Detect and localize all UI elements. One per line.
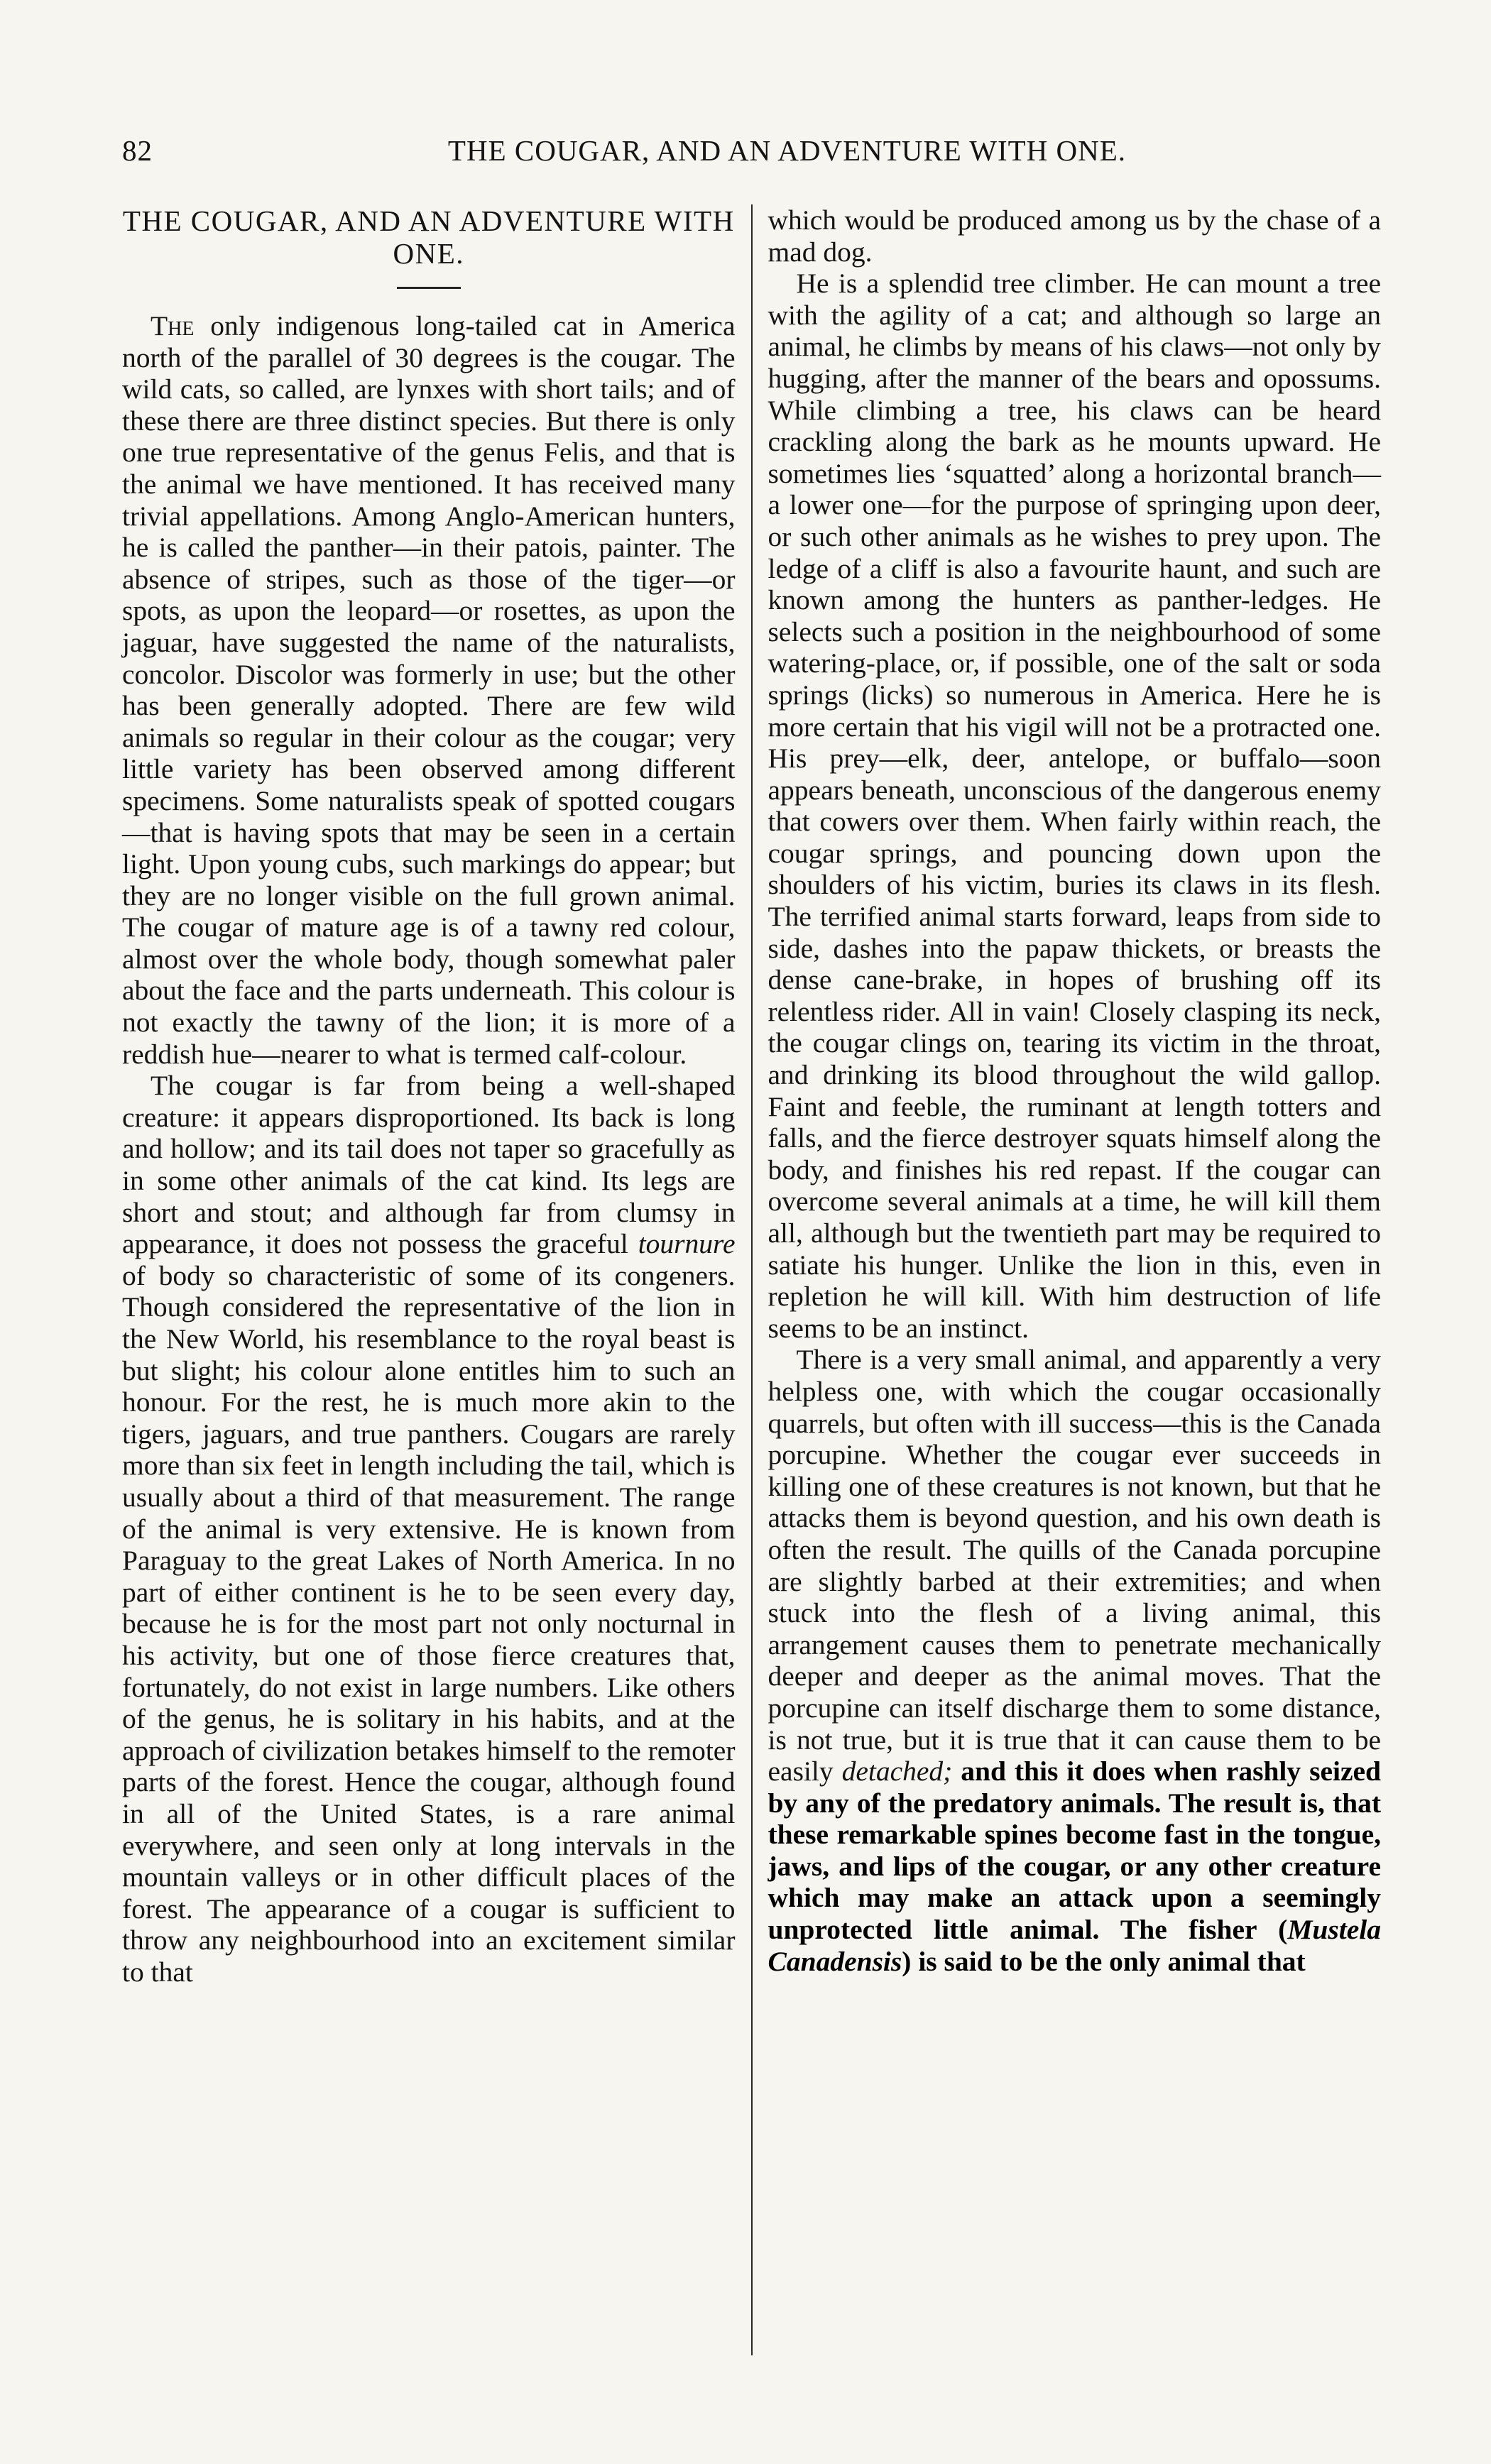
paragraph-2 bbox=[122, 1070, 736, 1988]
page-number: 82 bbox=[122, 134, 153, 167]
paragraph-4-italic-latin: Mustela Canadensis bbox=[768, 1914, 1381, 1977]
paragraph-4-text-a: There is a very small animal, and apparently a very helpless one, with which the cougar occasionally quarrels, but often with ill success—this is the Canada porcupine. Whether the cougar ever succeeds in killing one of these creatures is not known, but that he attacks them is beyond question, and his own death is often the result. The quills of the Canada porcupine are slightly barbed at their extremities; and when stuck into the flesh of a living animal, this arrangement causes them to penetrate mechanically deeper and deeper as the animal moves. That the porcupine can itself discharge them to some distance, is not true, but it is true that it can cause them to be easily bbox=[768, 1344, 1381, 1787]
paragraph-4-text-b: and this it does when rashly seized by any of the predatory animals. The result is, that these remarkable spines become fast in the tongue, jaws, and lips of the cougar, or any other creature which may make an attack upon a seemingly unprotected little animal. The fisher ( bbox=[768, 1756, 1382, 1946]
paragraph-1-text: only indigenous long-tailed cat in America north of the parallel of 30 degrees is the cougar. The wild cats, so called, are lynxes with short tails; and of these there are three distinct species. But there is only one true representative of the genus Felis, and that is the animal we have mentioned. It has received many trivial appellations. Among Anglo-American hunters, he is called the panther—in their patois, painter. The absence of stripes, such as those of the tiger—or spots, as upon the leopard—or rosettes, as upon the jaguar, have suggested the name of the naturalists, concolor. Discolor was formerly in use; but the other has been generally adopted. There are few wild animals so regular in their colour as the cougar; very little variety has been observed among different specimens. Some naturalists speak of spotted cougars—that is having spots that may be seen in a certain light. Upon young cubs, such markings do appear; but they are no longer visible on the full grown animal. The cougar of mature age is of a tawny red colour, almost over the whole body, though somewhat paler about the face and the parts underneath. This colour is not exactly the tawny of the lion; it is more of a reddish hue—nearer to what is termed calf-colour. bbox=[122, 310, 736, 1070]
title-rule bbox=[397, 287, 461, 289]
running-title: THE COUGAR, AND AN ADVENTURE WITH ONE. bbox=[447, 134, 1127, 167]
paragraph-1 bbox=[122, 310, 736, 1070]
right-column bbox=[751, 204, 1382, 2355]
paragraph-4-italic: detached; bbox=[841, 1756, 953, 1787]
paragraph-2-text-b: of body so characteristic of some of its congeners. Though considered the representative of the lion in the New World, his resemblance to the royal beast is but slight; his colour alone entitles him to such an honour. For the rest, he is much more akin to the tigers, jaguars, and true panthers. Cougars are rarely more than six feet in length including the tail, which is usually about a third of that measurement. The range of the animal is very extensive. He is known from Paraguay to the great Lakes of North America. In no part of either continent is he to be seen every day, because he is for the most part not only nocturnal in his activity, but one of those fierce creatures that, fortunately, do not exist in large numbers. Like others of the genus, he is solitary in his habits, and at the approach of civilization betakes himself to the remoter parts of the forest. Hence the cougar, although found in all of the United States, is a rare animal everywhere, and seen only at long intervals in the mountain valleys or in other difficult places of the forest. The appearance of a cougar is sufficient to throw any neighbourhood into an excitement similar to that bbox=[122, 1259, 736, 1988]
paragraph-4-text-c: ) is said to be the only animal that bbox=[902, 1945, 1306, 1977]
paragraph-2-text-a: The cougar is far from being a well-shaped creature: it appears disproportioned. Its back is long and hollow; and its tail does not taper so gracefully as in some other animals of the cat kind. Its legs are short and stout; and although far from clumsy in appearance, it does not possess the graceful bbox=[122, 1070, 736, 1260]
article-columns bbox=[122, 204, 1381, 2355]
paragraph-continued: which would be produced among us by the chase of a mad dog. bbox=[768, 204, 1381, 268]
article-title: THE COUGAR, AND AN ADVENTURE WITH ONE. bbox=[122, 204, 735, 270]
paragraph-4 bbox=[768, 1344, 1382, 1977]
running-head bbox=[122, 133, 1381, 176]
paragraph-2-italic: tournure bbox=[638, 1228, 736, 1260]
paragraph-3: He is a splendid tree climber. He can mount a tree with the agility of a cat; and although so large an animal, he climbs by means of his claws—not only by hugging, after the manner of the bears and opossums. While climbing a tree, his claws can be heard crackling along the bark as he mounts upward. He sometimes lies ‘squatted’ along a horizontal branch—a lower one—for the purpose of springing upon deer, or such other animals as he wishes to prey upon. The ledge of a cliff is also a favourite haunt, and such are known among the hunters as panther-ledges. He selects such a position in the neighbourhood of some watering-place, or, if possible, one of the salt or soda springs (licks) so numerous in America. Here he is more certain that his vigil will not be a protracted one. His prey—elk, deer, antelope, or buffalo—soon appears beneath, unconscious of the dangerous enemy that cowers over them. When fairly within reach, the cougar springs, and pouncing down upon the shoulders of his victim, buries its claws in its flesh. The terrified animal starts forward, leaps from side to side, dashes into the papaw thickets, or breasts the dense cane-brake, in hopes of brushing off its relentless rider. All in vain! Closely clasping its neck, the cougar clings on, tearing its victim in the throat, and drinking its blood throughout the wild gallop. Faint and feeble, the ruminant at length totters and falls, and the fierce destroyer squats himself along the body, and finishes his red repast. If the cougar can overcome several animals at a time, he will kill them all, although but the twentieth part may be required to satiate his hunger. Unlike the lion in this, even in repletion he will kill. With him destruction of life seems to be an instinct. bbox=[768, 268, 1381, 1344]
left-column bbox=[122, 204, 751, 2355]
lead-word: The bbox=[151, 310, 195, 341]
